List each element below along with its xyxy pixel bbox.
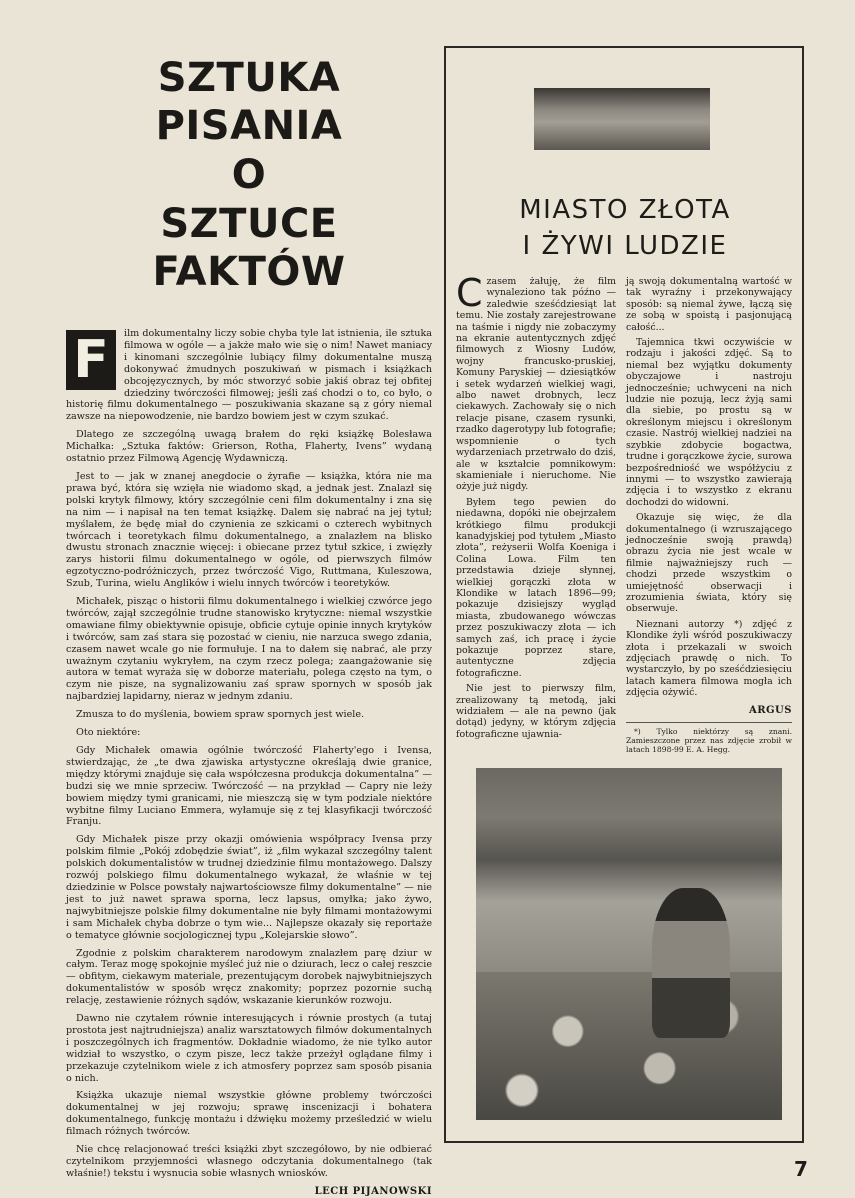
- article-paragraph: F ilm dokumentalny liczy sobie chyba tyle lat istnienia, ile sztuka filmowa w ogóle — a jakże mało wie się o nim! Nawet maniacy i kinomani szczególnie lubiący filmy dokumentalne muszą dokonywać żmudnych poszukiwań w pismach i książkach obcojęzycznych, by móc stworzyć sobie jakiś obraz tej obfitej dziedziny twórczości filmowej; jeśli zaś chodzi o to, co było, o historię filmu dokumentalnego — poszukiwania skazane są z góry niemal zawsze na niepowodzenie, nie bardzo bowiem jest w czym szukać.: [66, 328, 432, 423]
- boxed-paragraph: Nie jest to pierwszy film, zrealizowany tą metodą, jaki widziałem — ale na pewno (jak dotąd) jedyny, w którym zdjęcia fotograficzne ujawnia-: [456, 683, 616, 740]
- left-article: [66, 50, 432, 1198]
- article-title-line-3: SZTUCE FAKTÓW: [152, 201, 346, 295]
- boxed-signature: ARGUS: [748, 704, 792, 716]
- article-body: [66, 328, 432, 1198]
- article-paragraph: Oto niektóre:: [76, 727, 141, 739]
- article-paragraph: Dlatego ze szczególną uwagą brałem do ręki książkę Bolesława Michałka: „Sztuka faktów: Grierson, Rotha, Flaherty, Ivens” wydaną ostatnio przez Filmową Agencję Wydawniczą.: [66, 429, 432, 465]
- gold-panner-photo: [476, 768, 782, 1120]
- boxed-article-title: [470, 192, 780, 264]
- boxed-paragraph: Byłem tego pewien do niedawna, dopóki nie obejrzałem krótkiego filmu produkcji kanadyjskiej pod tytułem „Miasto złota”, reżyserii Wolfa Koeniga i Colina Lowa. Film ten przedstawia dzieje słynnej, wielkiej gorączki złota w Klondike w latach 1896—99; pokazuje dzisiejszy wygląd miasta, zbudowanego wówczas przez poszukiwaczy złota — ich samych zaś, ich pracę i życie pokazuje poprzez stare, autentyczne zdjęcia fotograficzne.: [456, 496, 616, 679]
- boxed-article-column-1: [456, 271, 616, 744]
- boxed-title-line-1: MIASTO ZŁOTA: [519, 195, 731, 225]
- footnote: *) Tylko niektórzy są znani. Zamieszczone przez nas zdjęcie zrobił w latach 1898-99 E. A. Hegg.: [626, 722, 792, 754]
- article-paragraph: Zmusza to do myślenia, bowiem spraw spornych jest wiele.: [76, 709, 365, 721]
- boxed-article-column-2: [626, 276, 792, 754]
- boxed-paragraph: Nieznani autorzy *) zdjęć z Klondike żyli wśród poszukiwaczy złota i przekazali w swoich zdjęciach prawdę o nich. To wystarczyło, by po sześćdziesięciu latach kamera filmowa mogła ich zdjęcia ożywić.: [626, 618, 792, 699]
- article-paragraph: Jest to — jak w znanej anegdocie o żyrafie — książka, która nie ma prawa być, która się wzięła nie wiadomo skąd, a jednak jest. Znalazł się polski krytyk filmowy, który szczególnie ceni film dokumentalny i zna się na nim — i napisał na ten temat książkę. Dalem się nabrać na jej tytuł; myślałem, że będę miał do czynienia ze szkicami o czterech wybitnych twórcach i teoretykach filmu dokumentalnego, a znalazłem na blisko dwustu stronach znacznie więcej: i obiecane przez tytuł szkice, i zwięzły zarys historii filmu dokumentalnego w ogóle, od pierwszych filmów egzotyczno-podróżniczych, przez twórczość Vigo, Ruttmana, Kuleszowa, Szub, Turina, wielu Anglików i wielu innych twórców i teoretyków.: [66, 470, 432, 590]
- article-title-line-1: SZTUKA PISANIA: [155, 55, 343, 149]
- author-signature: LECH PIJANOWSKI: [314, 1185, 432, 1197]
- article-paragraph: Nie chcę relacjonować treści książki zbyt szczegółowo, by nie odbierać czytelnikom przyjemności własnego odczytania dokumentalnego (tak właśnie!) tekstu i wysnucia sobie własnych wniosków.: [66, 1144, 432, 1179]
- article-paragraph: Książka ukazuje niemal wszystkie główne problemy twórczości dokumentalnej w jej rozwoju; sprawę inscenizacji i bohatera dokumentalnego, funkcję montażu i dźwięku możemy prześledzić w wielu filmach różnych twórców.: [66, 1090, 432, 1138]
- article-paragraph: Michałek, pisząc o historii filmu dokumentalnego i wielkiej czwórce jego twórców, zajął szczególnie trudne stanowisko krytyczne: niemal wszystkie omawiane filmy obiektywnie opisuje, obficie cytuje opinie innych krytyków i twórców, sam zaś stara się pozostać w cieniu, nie narzuca swego zdania, czasem nawet wcale go nie formułuje. I na to dałem się nabrać, ale przy uważnym czytaniu wykryłem, na czym rzecz polega; zaangażowanie się autora w temat wyraża się w doborze materiału, polega często na tym, o czym nie pisze, na sygnalizowaniu zaś spraw spornych w sposób jak najbardziej lapidarny, nieraz w jednym zdaniu.: [66, 596, 432, 703]
- page-number: 7: [794, 1157, 808, 1181]
- boxed-paragraph: Tajemnica tkwi oczywiście w rodzaju i jakości zdjęć. Są to niemal bez wyjątku dokumenty obyczajowe i nastroju jednocześnie; uchwyceni na nich ludzie nie pozują, lecz żyją sami dla siebie, po prostu są w określonym miejscu i określonym czasie. Nastrój wielkiej nadziei na szybkie zdobycie bogactwa, trudne i gorączkowe życie, surowa bezpośredniość we współżyciu z innymi — to wszystko zawierają zdjęcia i to wszystko z ekranu dochodzi do widowni.: [626, 337, 792, 508]
- boxed-paragraph: Czasem żałuję, że film wynaleziono tak późno — zaledwie sześćdziesiąt lat temu. Nie zostały zarejestrowane na taśmie i nigdy nie zobaczymy na ekranie autentycznych zdjęć filmowych z Wiosny Ludów, wojny francusko-pruskiej, Komuny Paryskiej — dziesiątków i setek wydarzeń wielkiej wagi, albo nawet drobnych, lecz ciekawych. Zachowały się o nich relacje pisane, czasem rysunki, rzadko dagerotypy lub fotografie; wspomnienie o tych wydarzeniach przetrwało do dziś, ale w kształcie pomnikowym: skamieniałe i nieruchome. Nie ożyje już nigdy.: [456, 271, 616, 493]
- article-title-line-2: O: [231, 152, 267, 198]
- article-paragraph: Gdy Michałek omawia ogólnie twórczość Flaherty'ego i Ivensa, stwierdzając, że „te dwa zjawiska artystyczne określają dwie granice, między którymi znajduje się cała współczesna produkcja dokumentalna” — budzi się we mnie sprzeciw. Twórczość — na przykład — Capry nie leży bowiem między tymi granicami, nie mieszczą się w tym podziale niektóre wybitne filmy Luciano Emmera, wyłamuje się z tej klasyfikacji twórczość Franju.: [66, 745, 432, 828]
- prospector-figure: [652, 888, 730, 1038]
- eyes-photo: [534, 88, 710, 150]
- drop-cap: F: [66, 330, 116, 390]
- article-paragraph: Zgodnie z polskim charakterem narodowym znalazłem parę dziur w całym. Teraz mogę spokojnie myśleć już nie o dziurach, lecz o całej reszcie — obfitym, ciekawym materiale, prezentującym dorobek najwybitniejszych dokumentalistów w sposób wręcz znakomity; poprzez pozornie suchą relację, zestawienie różnych sądów, wskazanie kierunków rozwoju.: [66, 947, 432, 1007]
- article-paragraph: Dawno nie czytałem równie interesujących i równie prostych (a tutaj prostota jest najtrudniejsza) analiz warsztatowych filmów dokumentalnych i poszczególnych ich fragmentów. Dokładnie wiadomo, że nie tylko autor widział to wszystko, o czym pisze, lecz także przeżył oglądane filmy i przekazuje czytelnikom wiele z ich atmosfery poprzez sam sposób pisania o nich.: [66, 1013, 432, 1084]
- rocky-shore: [476, 972, 782, 1120]
- drop-cap: C: [456, 271, 483, 315]
- boxed-paragraph: ją swoją dokumentalną wartość w tak wyraźny i przekonywający sposób: są niemal żywe, łączą się ze sobą w spoistą i pasjonującą całość...: [626, 276, 792, 333]
- boxed-paragraph: Okazuje się więc, że dla dokumentalnego (i wzruszającego jednocześnie swoją prawdą) obrazu życia nie jest wcale w filmie najważniejszy ruch — chodzi przede wszystkim o umiejętność obserwacji i zrozumienia świata, który się obserwuje.: [626, 512, 792, 615]
- article-paragraph: Gdy Michałek pisze przy okazji omówienia współpracy Ivensa przy polskim filmie „Pokój zdobędzie świat”, iż „film wykazał szczególny talent polskich dokumentalistów w trudnej dziedzinie filmu montażowego. Dalszy rozwój polskiego filmu dokumentalnego wykazał, że właśnie w tej dziedzinie w Polsce powstały najwartościowsze filmy dokumentalne” — nie jest to już nawet sprawa sporna, lecz lapsus, omyłka; jako żywo, najwybitniejsze polskie filmy dokumentalne nie były filmami montażowymi i sam Michałek chyba dobrze o tym wie... Najlepsze okazały się reportaże o tematyce głównie socjologicznej typu „Kolejarskie słowo”.: [66, 834, 432, 941]
- boxed-title-line-2: I ŻYWI LUDZIE: [522, 231, 728, 261]
